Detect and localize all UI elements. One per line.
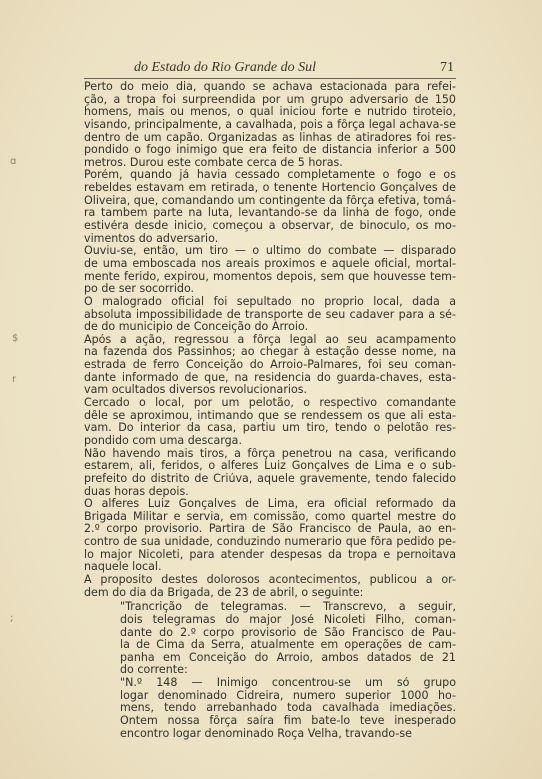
text-line: Ontem nossa fôrça saíra fim bate-lo teve inesperado: [120, 715, 456, 728]
page-number: 71: [440, 60, 454, 75]
text-line: estivéra desde inicio, começou a observar, de binoculo, os mo-: [84, 220, 456, 233]
quoted-telegram: [84, 677, 456, 740]
text-line: mens, tendo arrebanhado toda cavalhada imediações.: [120, 702, 456, 715]
quoted-telegram: [84, 601, 456, 677]
running-title: do Estado do Rio Grande do Sul: [134, 60, 316, 75]
text-line: rebeldes estavam em retirada, o tenente Hortencio Gonçalves de: [84, 182, 456, 195]
text-line: Porém, quando já havia cessado completamente o fogo e os: [84, 169, 456, 182]
text-line: dante informado de que, na residencia do guarda-chaves, esta-: [84, 371, 456, 384]
text-line: do corrente:: [120, 664, 188, 677]
margin-mark: ɑ: [10, 156, 17, 167]
paragraph: [84, 397, 456, 448]
paragraph: [84, 498, 456, 574]
paragraph: [84, 574, 456, 599]
text-line: Oliveira, que, comandando um contingente da fôrça efetiva, tomá-: [84, 194, 456, 207]
text-line: dois telegramas do major José Nicoleti Filho, coman-: [120, 613, 456, 626]
text-line: vimentos do adversario.: [84, 232, 219, 245]
text-line: A proposito destes dolorosos acontecimentos, publicou a or-: [84, 573, 456, 586]
text-line: dem do dia da Brigada, de 23 de abril, o seguinte:: [84, 586, 364, 599]
text-line: pondido com uma descarga.: [84, 434, 242, 447]
text-line: de do municipio de Conceição do Arroio.: [84, 321, 309, 334]
text-line: Não havendo mais tiros, a fôrça penetrou na casa, verificando: [84, 447, 456, 460]
text-line: contro de sua unidade, conduzindo numerario que fôra pedido pe-: [84, 536, 456, 549]
text-line: absoluta impossibilidade de transporte de seu cadaver para a sé-: [84, 308, 456, 321]
text-line: O alferes Luiz Gonçalves de Lima, era oficial reformado da: [84, 498, 456, 511]
text-line: prefeito do distrito de Criúva, aquele gravemente, tendo falecido: [84, 472, 456, 485]
text-line: visando, principalmente, a cavalhada, pois a fôrça legal achava-se: [84, 118, 456, 131]
text-line: Após a ação, regressou a fôrça legal ao seu acampamento: [84, 333, 456, 346]
text-line: Perto do meio dia, quando se achava estacionada para refei-: [84, 81, 456, 93]
text-line: naquele local.: [84, 561, 162, 574]
text-line: vam ocultados diversos revolucionarios.: [84, 384, 308, 397]
text-line: po de ser socorrido.: [84, 283, 195, 296]
text-line: dentro de um capão. Organizadas as linhas de atiradores foi res-: [84, 131, 456, 144]
text-line: de uma emboscada nos areais proximos e aquele oficial, mortal-: [84, 257, 456, 270]
paragraph: [84, 296, 456, 334]
text-line: homens, mais ou menos, o qual iniciou forte e nutrido tiroteio,: [84, 106, 456, 119]
paragraph: [84, 245, 456, 296]
text-line: mente ferido, expirou, momentos depois, sem que houvesse tem-: [84, 270, 456, 283]
text-line: dante do 2.º corpo provisorio de São Francisco de Pau-: [120, 626, 456, 639]
text-line: 2.º corpo provisorio. Partira de São Francisco de Paula, ao en-: [84, 523, 456, 536]
paragraph: [84, 334, 456, 397]
text-line: la de Cima da Serra, atualmente em operações de cam-: [120, 639, 456, 652]
text-line: vam. Do interior da casa, partiu um tiro, tendo o pelotão res-: [84, 422, 456, 435]
text-line: ção, a tropa foi surpreendida por um grupo adversario de 150: [84, 93, 456, 106]
text-line: duas horas depois.: [84, 485, 189, 498]
text-line: panha em Conceição do Arroio, ambos datados de 21: [120, 651, 456, 664]
text-line: "N.º 148 — Inimigo concentrou-se um só grupo: [120, 677, 456, 690]
text-line: lo major Nicoleti, para atender despesas da tropa e pernoitava: [84, 548, 456, 561]
text-line: encontro logar denominado Roça Velha, travando-se: [120, 727, 412, 740]
margin-mark: r: [12, 374, 17, 385]
page-header: [84, 58, 456, 79]
paragraph: [84, 169, 456, 245]
margin-mark: ;: [10, 613, 14, 624]
text-line: estarem, ali, feridos, o alferes Luiz Gonçalves de Lima e o sub-: [84, 460, 456, 473]
text-line: pondido o fogo inimigo que era feito de distancia inferior a 500: [84, 144, 456, 157]
text-line: Cercado o local, por um pelotão, o respectivo comandante: [84, 397, 456, 410]
text-line: na fazenda dos Passinhos; ao chegar à estação desse nome, na: [84, 346, 456, 359]
text-line: ra tambem parte na luta, levantando-se da linha de fogo, onde: [84, 207, 456, 220]
paragraph: [84, 81, 456, 169]
text-line: logar denominado Cidreira, numero superior 1000 ho-: [120, 689, 456, 702]
text-line: estrada de ferro Conceição do Arroio-Palmares, foi seu coman-: [84, 359, 456, 372]
text-line: Ouviu-se, então, um tiro — o ultimo do combate — disparado: [84, 245, 456, 258]
text-line: metros. Durou este combate cerca de 5 horas.: [84, 156, 343, 169]
paragraph: [84, 448, 456, 499]
text-line: Brigada Militar e servia, em comissão, como quartel mestre do: [84, 510, 456, 523]
body-text: [84, 81, 456, 740]
text-line: dêle se aproximou, intimando que se rendessem os que ali esta-: [84, 409, 456, 422]
text-line: O malogrado oficial foi sepultado no proprio local, dada a: [84, 295, 456, 308]
text-line: "Trancrição de telegramas. — Transcrevo, a seguir,: [120, 601, 456, 614]
margin-mark: $: [12, 333, 19, 344]
